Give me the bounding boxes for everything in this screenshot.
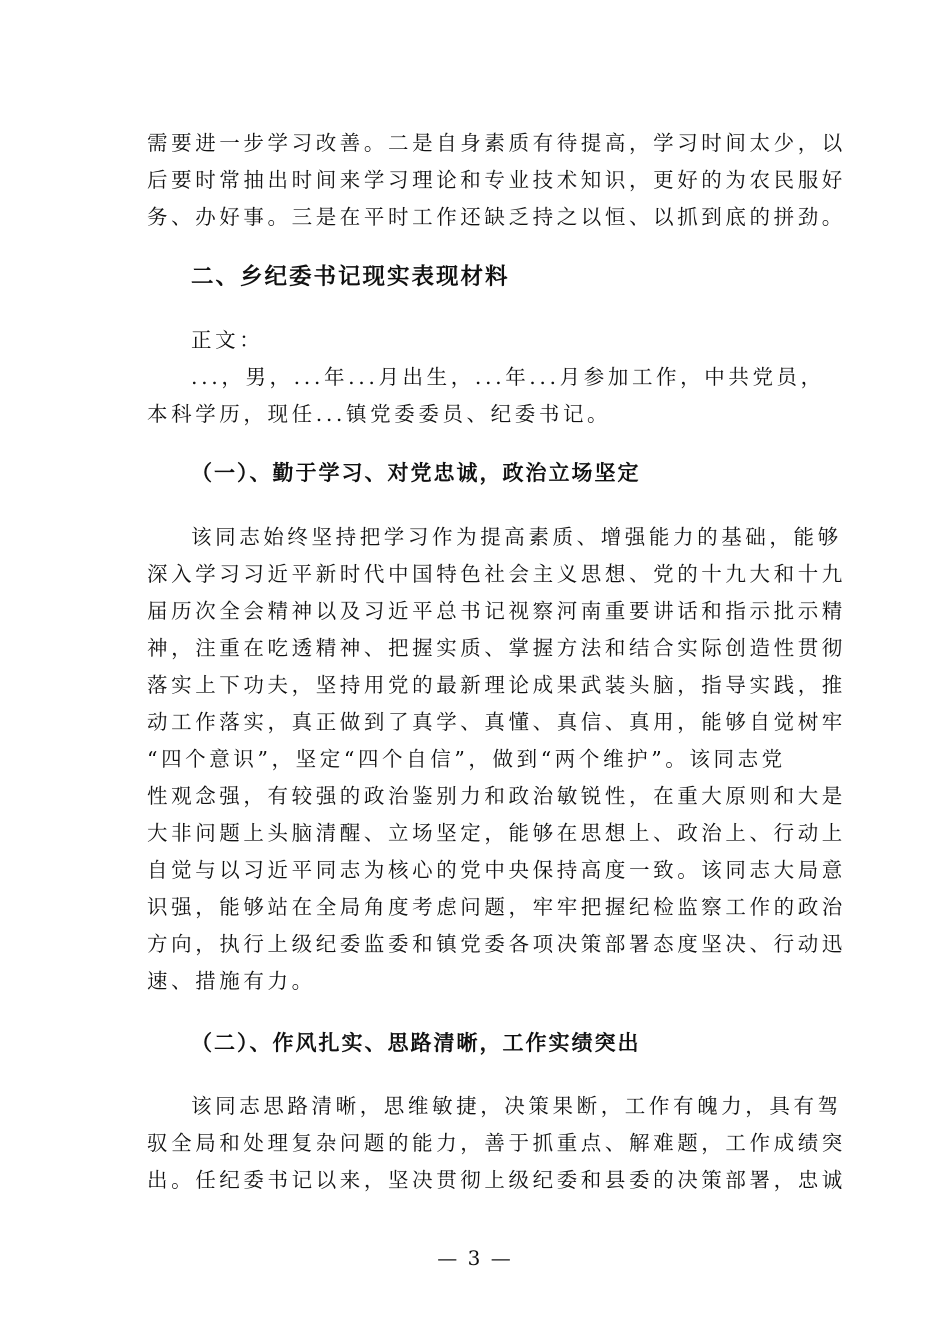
paragraph-line: 届历次全会精神以及习近平总书记视察河南重要讲话和指示批示精 [147,599,846,623]
profile-line: ...，男，...年...月出生，...年...月参加工作，中共党员， [191,365,825,389]
paragraph-line: 识强，能够站在全局角度考虑问题，牢牢把握纪检监察工作的政治 [147,895,846,919]
paragraph-line: 大非问题上头脑清醒、立场坚定，能够在思想上、政治上、行动上 [147,821,846,845]
paragraph-line: 后要时常抽出时间来学习理论和专业技术知识，更好的为农民服好 [147,168,846,192]
paragraph-line: 出。任纪委书记以来，坚决贯彻上级纪委和县委的决策部署，忠诚 [147,1168,846,1192]
paragraph-line: 自觉与以习近平同志为核心的党中央保持高度一致。该同志大局意 [147,858,846,882]
paragraph-line: 神，注重在吃透精神、把握实质、掌握方法和结合实际创造性贯彻 [147,636,846,660]
paragraph-line: 动工作落实，真正做到了真学、真懂、真信、真用，能够自觉树牢 [147,710,846,734]
subsection-heading: （一）、勤于学习、对党忠诚，政治立场坚定 [191,460,641,485]
paragraph-line: 深入学习习近平新时代中国特色社会主义思想、党的十九大和十九 [147,562,846,586]
paragraph-line: 速、措施有力。 [147,969,316,993]
page-number: — 3 — [437,1246,513,1270]
paragraph-line: 落实上下功夫，坚持用党的最新理论成果武装头脑，指导实践，推 [147,673,846,697]
paragraph-line: 驭全局和处理复杂问题的能力，善于抓重点、解难题，工作成绩突 [147,1131,846,1155]
paragraph-line: “四个意识”，坚定“四个自信”，做到“两个维护”。该同志党 [147,747,786,771]
paragraph-line: 方向，执行上级纪委监委和镇党委各项决策部署态度坚决、行动迅 [147,932,846,956]
profile-line: 本科学历，现任...镇党委委员、纪委书记。 [147,402,612,426]
paragraph-line: 该同志始终坚持把学习作为提高素质、增强能力的基础，能够 [191,525,842,549]
section-heading: 二、乡纪委书记现实表现材料 [191,264,510,290]
body-label: 正文： [191,328,264,352]
subsection-heading: （二）、作风扎实、思路清晰，工作实绩突出 [191,1030,641,1055]
paragraph-line: 务、办好事。三是在平时工作还缺乏持之以恒、以抓到底的拼劲。 [147,205,846,229]
paragraph-line: 需要进一步学习改善。二是自身素质有待提高，学习时间太少，以 [147,131,846,155]
paragraph-line: 性观念强，有较强的政治鉴别力和政治敏锐性，在重大原则和大是 [147,784,846,808]
paragraph-line: 该同志思路清晰，思维敏捷，决策果断，工作有魄力，具有驾 [191,1094,842,1118]
